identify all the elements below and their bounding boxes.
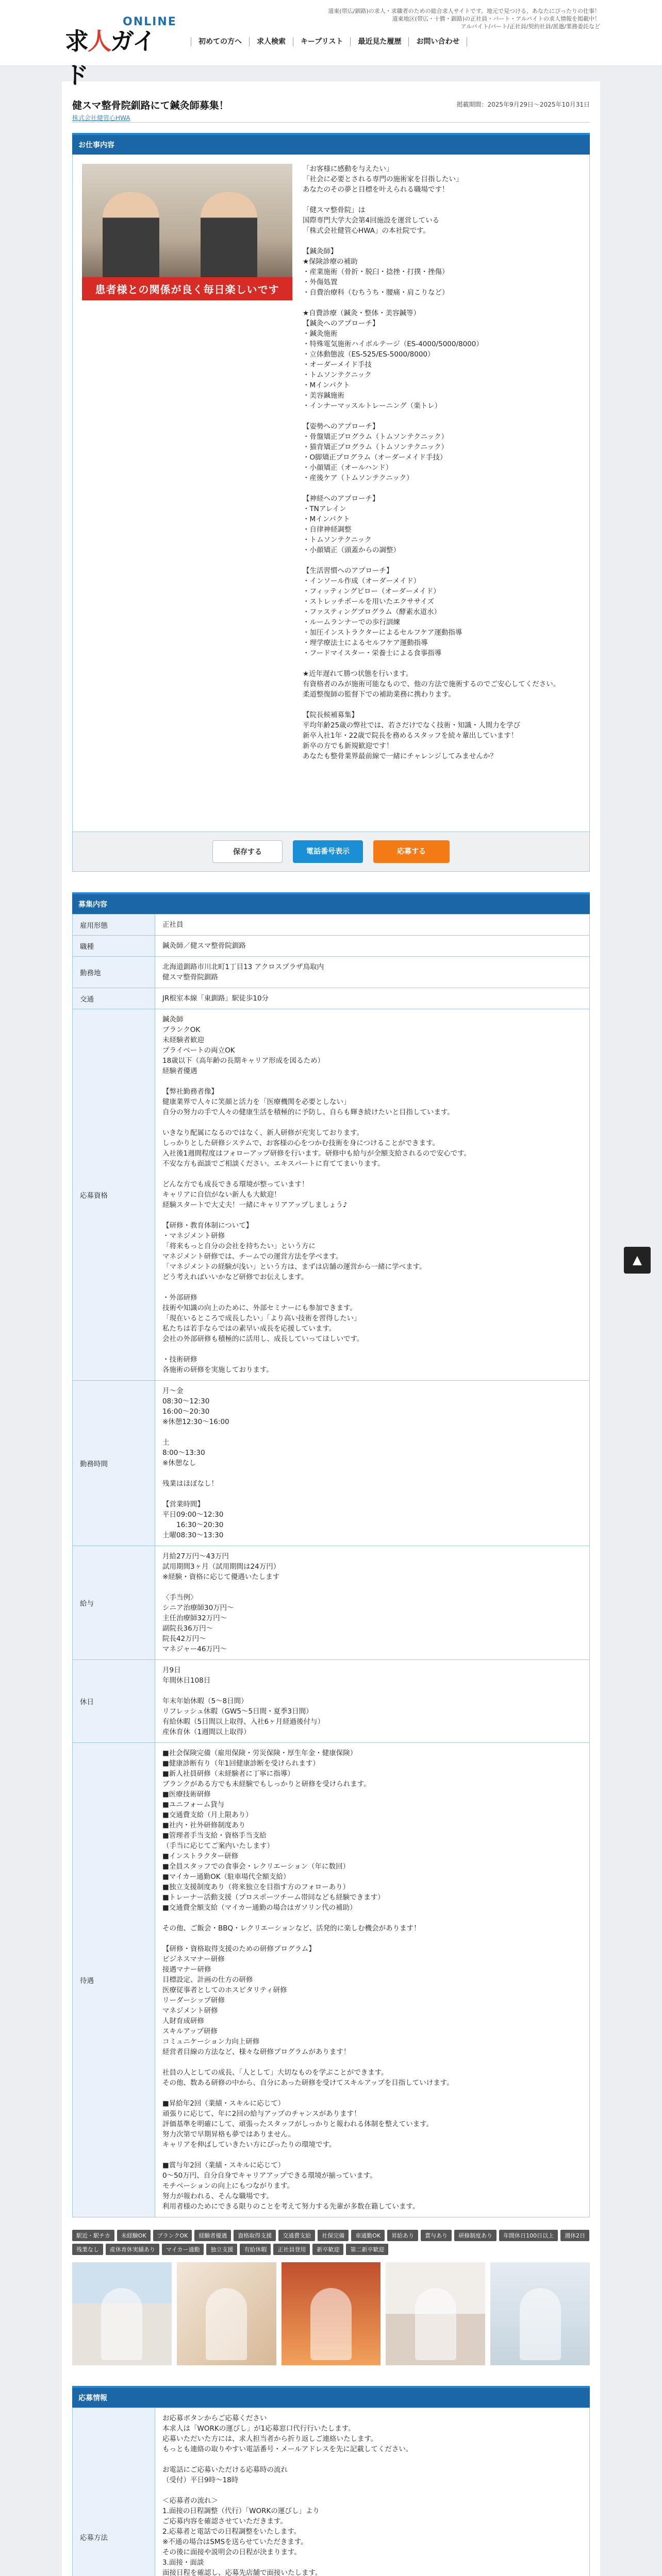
photo-gallery [72,2262,590,2365]
staff-figure-left [103,192,159,290]
site-logo[interactable] [65,15,177,89]
table-row [73,1009,590,1381]
row-label-holidays: 休日 [73,1660,155,1743]
feature-tag: 研修制度あり [454,2230,496,2241]
nav-keep-list[interactable]: キープリスト [293,37,350,46]
gallery-image[interactable] [282,2262,381,2365]
row-label-occupation: 職種 [73,936,155,957]
nav-job-search[interactable]: 求人検索 [249,37,293,46]
row-value-employment: 正社員 [155,914,590,936]
nav-contact[interactable]: お問い合わせ [408,37,467,46]
staff-photo [82,164,292,300]
apply-table [72,2408,590,2576]
row-label-qualification: 応募資格 [73,1009,155,1381]
company-link[interactable]: 株式会社健管心HWA [72,114,130,122]
row-value-apply-method: お応募ボタンからご応募ください 本求人は「WORKの運びし」が1応募窓口代行行いたします。 応募いただいた方には、求人担当者から折り返しご連絡いたします。 もっとも連絡の取りやすい電話番号・メールアドレスを先に記載してください。 お電話にご応募いただける応募時の流れ （受付）平日9時〜18時 ＜応募者の流れ＞ 1.面接の日程調整（代行）「WORKの運びし」より ご応募内容を確認させていただきます。 2.応募者と電話での日程調整をいたします。 ※不通の場合はSMSを送らせていただきます。 その後に面接や説明会の日程が決まります。 3.面接・面談 面接日程を確認し、応募先店舗で面接いたします。 [155,2408,590,2576]
feature-tag: 有給休暇 [240,2244,271,2255]
page-top-button[interactable] [624,1247,651,1274]
logo-char-3: ガイド [65,27,155,89]
nav-first-time[interactable]: 初めての方へ [191,37,249,46]
row-label-location: 勤務地 [73,957,155,988]
pr-text: 「お客様に感動を与えたい」 「社会に必要とされる専門の施術家を目指したい」 あなたのその夢と目標を叶えられる職場です！ 「健スマ整骨院」は 国際専門大学大会第4回施設を運営している 「株式会社健管心HWA」の本社院です。 【鍼灸師】 ★保険診療の補助 ・産業施術（骨折・脱臼・捻挫・打撲・挫傷） ・外傷処置 ・自費治療科（むちうち・腰痛・肩こりなど） ★自費診療（鍼灸・整体・美容鍼等） 【鍼灸へのアプローチ】 ・鍼灸施術 ・特殊電気施術ハイボルテージ（ES-4000/5000/8000） ・立体動態波（ES-525/ES-5000/8000） ・オーダーメイド手技 ・トムソンテクニック ・Mインパクト ・美容鍼施術 ・インナーマッスルトレーニング（楽トレ） 【姿勢へのアプローチ】 ・骨盤矯正プログラム（トムソンテクニック） ・猫背矯正プログラム（トムソンテクニック） ・O脚矯正プログラム（オーダーメイド手技） ・小顔矯正（オールハンド） ・産後ケア（トムソンテクニック） 【神経へのアプローチ】 ・TNアレイン ・Mインパクト ・自律神経調整 ・トムソンテクニック ・小顔矯正（頭蓋からの調整） 【生活習慣へのアプローチ】 ・インソール作成（オーダーメイド） ・フィッティングピロー（オーダーメイド） ・ストレッチポールを用いたエクササイズ ・ファスティングプログラム（酵素水道水） ・ルームランナーでの歩行訓練 ・加圧インストラクターによるセルフケア運動指導 ・理学療法士によるセルフケア運動指導 ・フードマイスター・栄養士による食事指導 ★近年遅れて勝つ状態を行います。 有資格者のみが施術可能なもので、他の方法で施術するのでご安心してください。 柔道整復師の監督下での補助業務に携わります。 【院長候補募集】 平均年齢25歳の弊社では、若さだけでなく技術・知識・人間力を学び 新卒入社1年・22歳で院長を務めるスタッフを続々輩出しています！ 新卒の方でも新規歓迎です！ あなたも整骨業界最前線で一緒にチャレンジしてみませんか？ [303,165,560,760]
logo-char-1: 求 [65,27,88,55]
feature-tag: ブランクOK [153,2230,192,2241]
table-row [73,2408,590,2576]
feature-tag: 産休育休実績あり [106,2244,159,2255]
feature-tag: 独立支援 [206,2244,237,2255]
table-row [73,957,590,988]
arrow-up-icon: ▲ [633,1253,642,1266]
job-title: 健スマ整骨院釧路にて鍼灸師募集！ [72,100,229,111]
row-label-access: 交通 [73,988,155,1009]
global-nav [191,37,467,46]
row-value-hours: 月〜金 08:30〜12:30 16:00〜20:30 ※休憩12:30〜16:00 土 8:00〜13:30 ※休憩なし 残業はほぼなし！ 【営業時間】 平日09:00〜12:30 16:30〜20:30 土曜08:30〜13:30 [155,1381,590,1546]
gallery-image[interactable] [490,2262,590,2365]
feature-tag: 正社員登用 [273,2244,310,2255]
row-value-access: JR根室本線「東釧路」駅徒歩10分 [155,988,590,1009]
feature-tag: マイカー通勤 [162,2244,204,2255]
row-label-employment: 雇用形態 [73,914,155,936]
row-value-qualification: 鍼灸師 ブランクOK 未経験者歓迎 プライベートの両立OK 18歳以下（高年齢の長期キャリア形成を図るため） 経験者優遇 【弊社勤務者像】 健康業界で人々に笑顔と活力を「医療機関を必要としない」 自分の努力の手で人々の健康生活を積極的に予防し、自らも輝き続けたいと目指しています。 いきなり配属になるのではなく、新人研修が充実しております。 しっかりとした研修システムで、お客様の心をつかむ技術を身につけることができます。 入社後1週間程度はフォローアップ研修を行います。研修中も給与が全額支給されるので安心です。 不安な方も面談でご相談ください。エキスパートに育ててまいります。 どんな方でも成長できる環境が整っています！ キャリアに自信がない新人も大歓迎！ 経験スタートで大丈夫！一緒にキャリアアップしましょう♪ 【研修・教育体制について】 ・マネジメント研修 「将来もっと自分の会社を持ちたい」という方に マネジメント研修では、チームでの運営方法を学べます。 「マネジメントの経験が浅い」という方は、まずは店舗の運営から一緒に学べます。 どう考えればいいかなど研修でお伝えします。 ・外部研修 技術や知識の向上のために、外部セミナーにも参加できます。 「現在いるところで成長したい」「より高い技術を習得したい」 私たちは若手ならではの素早い成長を応援しています。 会社の外部研修も積極的に活用し、成長していってほしいです。 ・技術研修 各施術の研修を実施しております。 [155,1009,590,1381]
row-label-hours: 勤務時間 [73,1381,155,1546]
recruit-section-header: 募集内容 [72,892,590,914]
row-label-benefits: 待遇 [73,1743,155,2217]
feature-tag: 経験者優遇 [194,2230,231,2241]
feature-tag: 賞与あり [421,2230,452,2241]
staff-figure-right [201,192,257,290]
main-content [62,81,600,2576]
show-phone-button[interactable]: 電話番号表示 [293,840,363,863]
table-row [73,1381,590,1546]
row-value-holidays: 月9日 年間休日108日 年末年始休暇（5〜8日間） リフレッシュ休暇（GW5〜5日間・夏季3日間） 有給休暇（5日間以上取得、入社6ヶ月経過後付与） 産休育休（1週間以上取得） [155,1660,590,1743]
table-row [73,1660,590,1743]
feature-tag: 交通費支給 [278,2230,315,2241]
table-row [73,1546,590,1660]
row-label-apply-method: 応募方法 [73,2408,155,2576]
logo-char-2: 人 [88,27,110,55]
job-title-row [72,92,590,123]
action-button-bar [72,832,590,872]
header-inner [62,0,600,89]
site-header [0,0,662,89]
feature-tag: 昇給あり [387,2230,418,2241]
recruit-table [72,914,590,2217]
listing-period: 掲載期間：2025年9月29日〜2025年10月31日 [456,101,590,108]
photo-caption: 患者様との関係が良く毎日楽しいです [82,277,292,300]
feature-tag: 第二新卒歓迎 [346,2244,388,2255]
table-row [73,914,590,936]
feature-tag: 新卒歓迎 [312,2244,343,2255]
table-row [73,1743,590,2217]
site-description: 道東(帯広/釧路)の求人・求職者のための総合求人サイトです。地元で見つける、あなたにぴったりの仕事！ 道東地区(帯広・十勝・釧路)の正社員・パート・アルバイトの求人情報を掲載中！ アルバイト/パート/正社員/契約社員/派遣/業務委託など [328,8,600,30]
table-row [73,936,590,957]
feature-tag: 社保完備 [318,2230,349,2241]
gallery-image[interactable] [177,2262,276,2365]
feature-tag: 資格取得支援 [234,2230,276,2241]
gallery-image[interactable] [72,2262,172,2365]
row-value-benefits: ■社会保険完備（雇用保険・労災保険・厚生年金・健康保険） ■健康診断有り（年1回健康診断を受けられます） ■新人社員研修（未経験者に丁寧に指導） ブランクがある方でも未経験でもしっかりと研修を受けられます。 ■医療技術研修 ■ユニフォーム貸与 ■交通費支給（月上限あり） ■社内・社外研修制度あり ■管理者手当支給・資格手当支給 （手当に応じてご案内いたします） ■インストラクター研修 ■全員スタッフでの食事会・レクリエーション（年に数回） ■マイカー通勤OK（駐車場代全額支給） ■独立支援制度あり（将来独立を目指す方のフォローあり） ■トレーナー活動支援（プロスポーツチーム帯同なども経験できます） ■交通費全額支給（マイカー通勤の場合はガソリン代の補助） その他、ご飯会・BBQ・レクリエーションなど、活発的に楽しむ機会があります！ 【研修・資格取得支援のための研修プログラム】 ビジネスマナー研修 接遇マナー研修 目標設定、計画の仕方の研修 医療従事者としてのホスピタリティ研修 リーダーシップ研修 マネジメント研修 人財育成研修 スキルアップ研修 コミュニケーション力向上研修 経営者目線の方法など、様々な研修プログラムがあります！ 社員の人としての成長、「人として」大切なものを学ぶことができます。 その他、数ある研修の中から、自分にあった研修を受けてスキルアップを目指していけます。 ■昇給年2回（業績・スキルに応じて） 頑張りに応じて、年に2回の給与アップのチャンスがあります！ 評価基準を明確にして、頑張ったスタッフがしっかりと報われる体制を整えています。 努力次第で早期昇格も夢ではありません。 キャリアを伸ばしていきたい方にぴったりの環境です。 ■賞与年2回（業績・スキルに応じて） 0〜50万円、自分自身でキャリアアップできる環境が揃っています。 モチベーションの向上にもつながります。 努力が報われる、そんな職場です。 利用者様のためにできる限りのことを考えて努力する先輩が多数在籍しています。 [155,1743,590,2217]
row-label-salary: 給与 [73,1546,155,1660]
gallery-image[interactable] [386,2262,485,2365]
row-value-salary: 月給27万円〜43万円 試用期間3ヶ月（試用期間は24万円） ※経験・資格に応じて優遇いたします 〈手当例〉 シニア治療師30万円〜 主任治療師32万円〜 副院長36万円〜 院長42万円〜 マネジャー46万円〜 [155,1546,590,1660]
feature-tag: 年間休日100日以上 [499,2230,558,2241]
row-value-occupation: 鍼灸師／健スマ整骨院釧路 [155,936,590,957]
apply-button[interactable]: 応募する [373,840,450,863]
feature-tag: 未経験OK [117,2230,151,2241]
pr-box [72,155,590,832]
feature-tag: 週休2日 [560,2230,589,2241]
feature-tags [72,2230,590,2255]
row-value-location: 北海道釧路市川北町1丁目13 アクロスプラザ鳥取内 健スマ整骨院釧路 [155,957,590,988]
feature-tag: 残業なし [72,2244,103,2255]
apply-section-header: 応募情報 [72,2386,590,2408]
save-button[interactable]: 保存する [212,840,283,863]
feature-tag: 駅近・駅チカ [72,2230,114,2241]
table-row [73,988,590,1009]
feature-tag: 車通勤OK [351,2230,385,2241]
pr-section-header: お仕事内容 [72,133,590,155]
logo-online-text: ONLINE [123,15,177,28]
nav-history[interactable]: 最近見た履歴 [350,37,408,46]
logo-main-text [65,23,173,91]
